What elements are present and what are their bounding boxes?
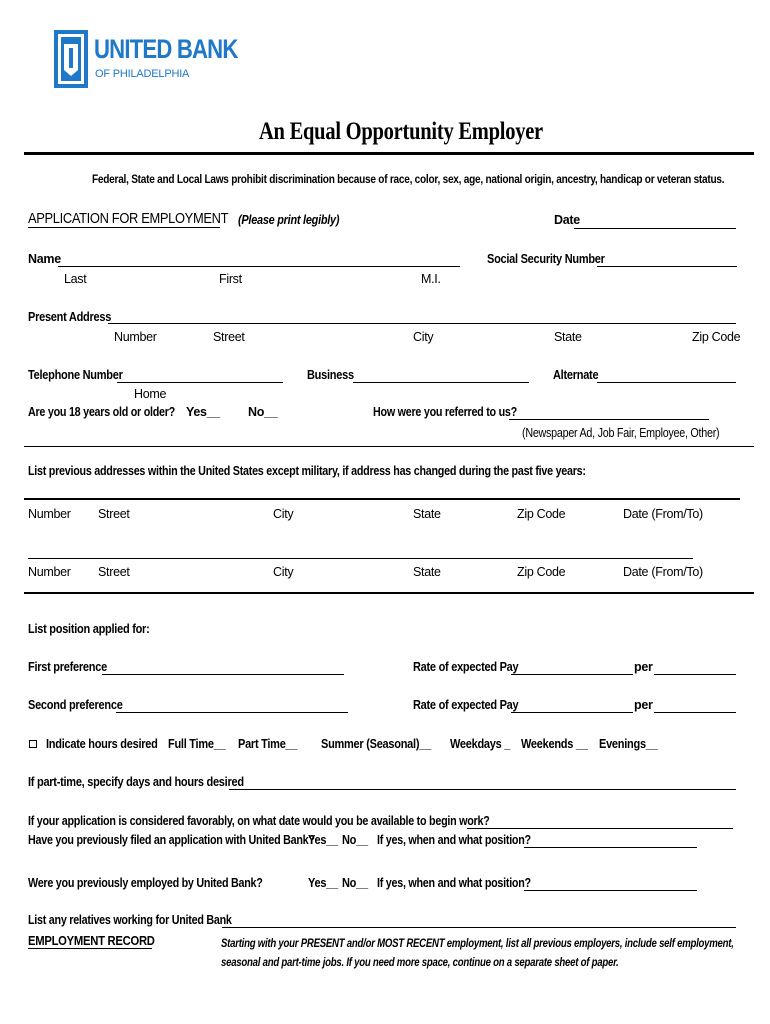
employment-record-note-1: Starting with your PRESENT and/or MOST RECENT employment, list all previous employers, include self employment,: [221, 936, 734, 950]
checkbox-icon[interactable]: [29, 740, 37, 748]
alternate-label: Alternate: [553, 368, 599, 382]
non-discrimination-notice: Federal, State and Local Laws prohibit discrimination because of race, color, sex, age, national origin, ancestry, handicap or veteran status.: [92, 172, 725, 186]
previous-addresses-label: List previous addresses within the United States except military, if address has changed during the past five years:: [28, 464, 586, 478]
availability-field[interactable]: [467, 828, 733, 829]
referral-label: How were you referred to us?: [373, 405, 517, 419]
prev-col-state-1: State: [413, 507, 441, 521]
prev-col-date-2: Date (From/To): [623, 565, 703, 579]
name-first-caption: First: [219, 272, 242, 286]
print-note: (Please print legibly): [238, 212, 340, 227]
telephone-home-field[interactable]: [117, 382, 283, 383]
employed-yes-option[interactable]: Yes__: [308, 876, 338, 890]
age-question: Are you 18 years old or older?: [28, 405, 175, 419]
per-label-1: per: [634, 660, 653, 674]
addr-zip-caption: Zip Code: [692, 330, 741, 344]
part-time-days-label: If part-time, specify days and hours desired: [28, 775, 244, 789]
filed-question: Have you previously filed an application with United Bank?: [28, 833, 315, 847]
second-preference-label: Second preference: [28, 698, 123, 712]
addr-street-caption: Street: [213, 330, 245, 344]
employment-record-heading: EMPLOYMENT RECORD: [28, 934, 155, 948]
second-preference-field[interactable]: [116, 712, 348, 713]
age-yes-option[interactable]: Yes__: [186, 405, 220, 419]
first-preference-field[interactable]: [102, 674, 344, 675]
availability-question: If your application is considered favorably, on what date would you be available to begin work?: [28, 814, 490, 828]
prev-col-street-1: Street: [98, 507, 130, 521]
weekdays-option[interactable]: Weekdays _: [450, 737, 511, 751]
prev-col-street-2: Street: [98, 565, 130, 579]
telephone-label: Telephone Number: [28, 368, 123, 382]
name-label: Name: [28, 252, 61, 266]
prev-col-date-1: Date (From/To): [623, 507, 703, 521]
bank-subname: OF PHILADELPHIA: [95, 68, 190, 80]
rate-field-1[interactable]: [511, 674, 633, 675]
name-last-caption: Last: [64, 272, 87, 286]
first-preference-label: First preference: [28, 660, 107, 674]
summer-option[interactable]: Summer (Seasonal)__: [321, 737, 431, 751]
employment-record-note-2: seasonal and part-time jobs. If you need more space, continue on a separate sheet of paper.: [221, 955, 619, 969]
addr-state-caption: State: [554, 330, 582, 344]
employment-record-underline: [28, 948, 152, 949]
form-title-underline: [28, 227, 220, 228]
telephone-business-field[interactable]: [353, 382, 529, 383]
date-label: Date: [554, 213, 580, 227]
referral-hint: (Newspaper Ad, Job Fair, Employee, Other): [522, 426, 720, 440]
filed-position-field[interactable]: [524, 847, 697, 848]
bank-logo-icon: [54, 30, 88, 88]
filed-no-option[interactable]: No__: [342, 833, 368, 847]
name-field[interactable]: [58, 266, 460, 267]
prev-col-city-1: City: [273, 507, 294, 521]
per-field-1[interactable]: [654, 674, 736, 675]
relatives-field[interactable]: [222, 927, 736, 928]
rate-label-1: Rate of expected Pay: [413, 660, 519, 674]
addr-number-caption: Number: [114, 330, 157, 344]
date-field[interactable]: [574, 228, 736, 229]
evenings-option[interactable]: Evenings__: [599, 737, 658, 751]
relatives-label: List any relatives working for United Bank: [28, 913, 232, 927]
header-rule: [24, 152, 754, 155]
section-divider-1: [24, 446, 754, 447]
prev-col-number-1: Number: [28, 507, 71, 521]
employed-if-yes-label: If yes, when and what position?: [377, 876, 531, 890]
prev-col-state-2: State: [413, 565, 441, 579]
employed-question: Were you previously employed by United Bank?: [28, 876, 263, 890]
form-title: APPLICATION FOR EMPLOYMENT: [28, 210, 229, 227]
filed-if-yes-label: If yes, when and what position?: [377, 833, 531, 847]
prev-col-zip-2: Zip Code: [517, 565, 566, 579]
part-time-days-field[interactable]: [229, 789, 736, 790]
employed-position-field[interactable]: [524, 890, 697, 891]
ssn-label: Social Security Number: [487, 252, 605, 266]
section-divider-2: [24, 592, 754, 594]
prev-col-number-2: Number: [28, 565, 71, 579]
business-label: Business: [307, 368, 354, 382]
present-address-label: Present Address: [28, 310, 112, 324]
present-address-field[interactable]: [108, 323, 736, 324]
ssn-field[interactable]: [597, 266, 737, 267]
name-mi-caption: M.I.: [421, 272, 441, 286]
part-time-option[interactable]: Part Time__: [238, 737, 298, 751]
full-time-option[interactable]: Full Time__: [168, 737, 226, 751]
bank-logo: [54, 30, 238, 90]
age-no-option[interactable]: No__: [248, 405, 278, 419]
rate-label-2: Rate of expected Pay: [413, 698, 519, 712]
weekends-option[interactable]: Weekends __: [521, 737, 588, 751]
bank-name: UNITED BANK: [94, 34, 238, 64]
telephone-alternate-field[interactable]: [597, 382, 736, 383]
previous-address-field-2[interactable]: [28, 558, 693, 559]
employed-no-option[interactable]: No__: [342, 876, 368, 890]
prev-col-city-2: City: [273, 565, 294, 579]
previous-addresses-rule: [24, 498, 740, 500]
referral-field[interactable]: [509, 419, 709, 420]
per-field-2[interactable]: [654, 712, 736, 713]
indicate-hours-label: Indicate hours desired: [46, 737, 158, 751]
addr-city-caption: City: [413, 330, 434, 344]
home-caption: Home: [134, 387, 167, 401]
per-label-2: per: [634, 698, 653, 712]
rate-field-2[interactable]: [511, 712, 633, 713]
prev-col-zip-1: Zip Code: [517, 507, 566, 521]
position-label: List position applied for:: [28, 622, 150, 636]
page-title: An Equal Opportunity Employer: [259, 118, 543, 145]
filed-yes-option[interactable]: Yes__: [308, 833, 338, 847]
